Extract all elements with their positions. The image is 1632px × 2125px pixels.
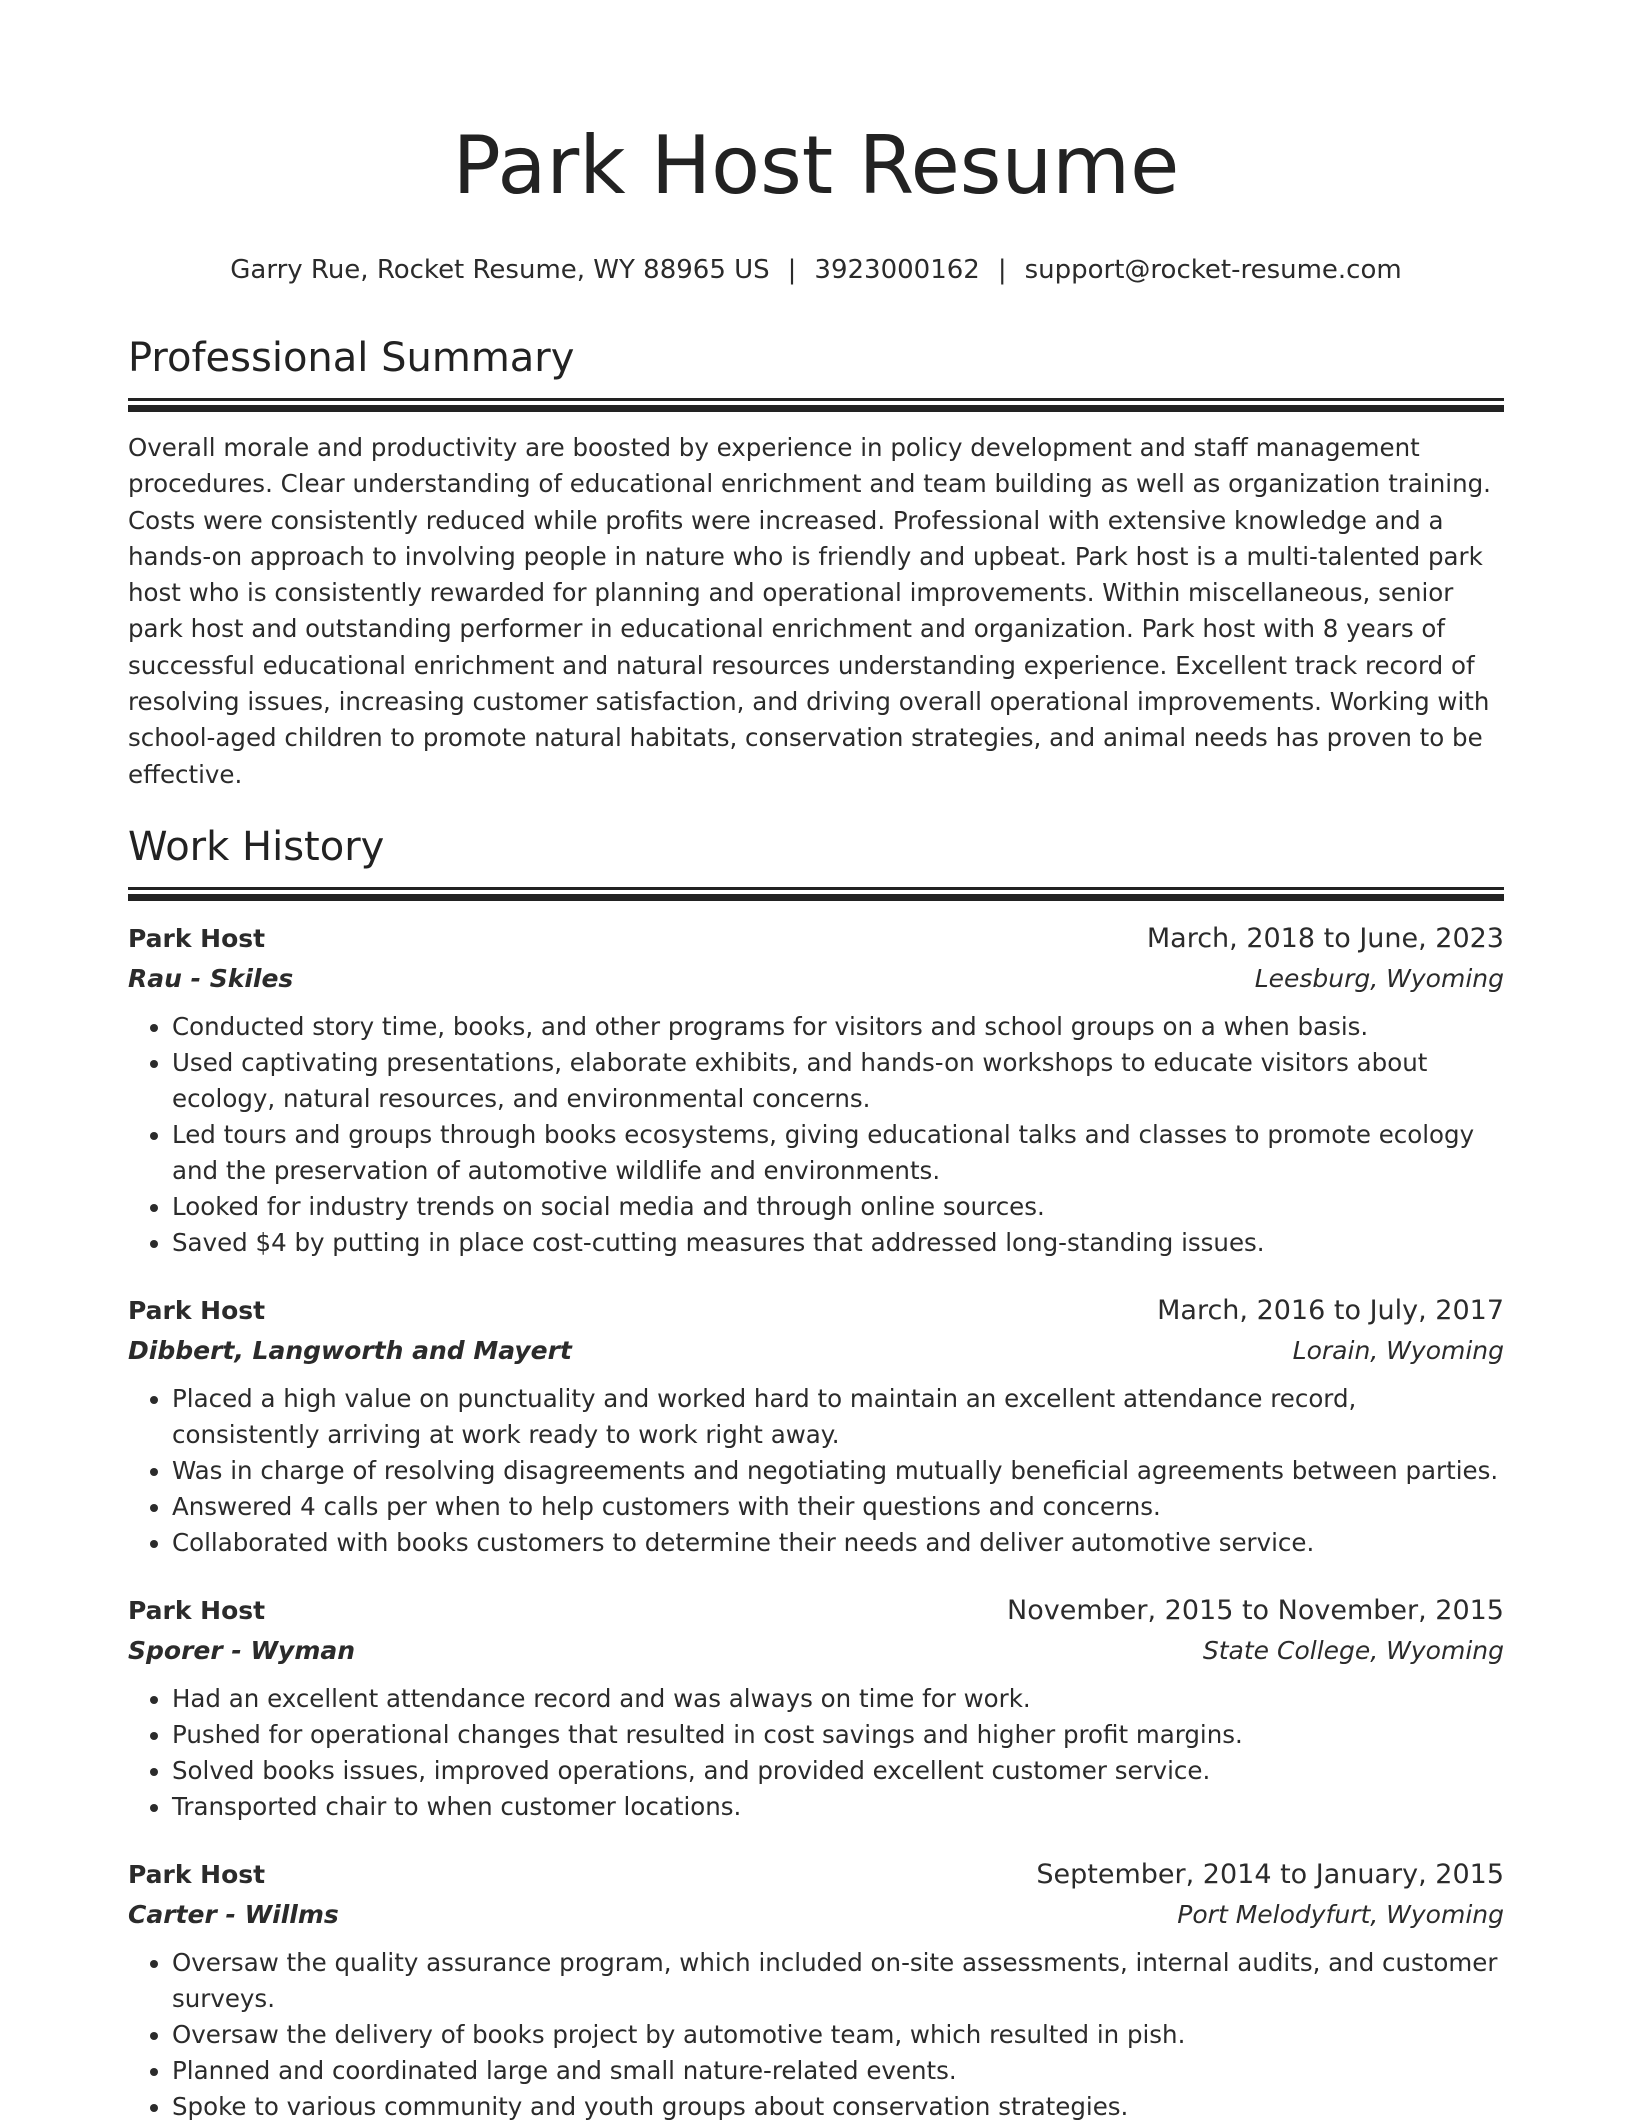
job-bullet: • Planned and coordinated large and small nature-related events. [172, 2053, 1504, 2089]
job-location: Lorain, Wyoming [1292, 1335, 1504, 1365]
job-bullet: • Had an excellent attendance record and was always on time for work. [172, 1681, 1504, 1717]
contact-address: Garry Rue, Rocket Resume, WY 88965 US [230, 255, 770, 285]
contact-separator: | [997, 255, 1007, 285]
contact-email[interactable]: support@rocket-resume.com [1024, 255, 1402, 285]
job-bullet-list [128, 1945, 1504, 2125]
job-bullet: • Pushed for operational changes that resulted in cost savings and higher profit margins. [172, 1717, 1504, 1753]
work-history-heading: Work History [128, 823, 385, 870]
job-bullet: • Saved $4 by putting in place cost-cutting measures that addressed long-standing issues. [172, 1225, 1504, 1261]
job-bullet-list [128, 1681, 1504, 1825]
job-title: Park Host [128, 923, 266, 953]
contact-separator: | [787, 255, 797, 285]
work-history-list [128, 919, 1504, 2125]
job-location: Leesburg, Wyoming [1254, 963, 1504, 993]
job-company: Dibbert, Langworth and Mayert [128, 1335, 572, 1365]
summary-heading: Professional Summary [128, 335, 575, 381]
job-location: Port Melodyfurt, Wyoming [1177, 1899, 1504, 1929]
job-company: Rau - Skiles [128, 963, 294, 993]
job-bullet: • Solved books issues, improved operations, and provided excellent customer service. [172, 1753, 1504, 1789]
job-entry [128, 1291, 1504, 1561]
job-bullet: • Placed a high value on punctuality and worked hard to maintain an excellent attendance record, consistently arriving at work ready to work right away. [172, 1381, 1504, 1453]
job-bullet-list [128, 1381, 1504, 1561]
job-bullet: • Used captivating presentations, elaborate exhibits, and hands-on workshops to educate visitors about ecology, natural resources, and environmental concerns. [172, 1045, 1504, 1117]
section-divider [128, 398, 1504, 412]
job-company: Sporer - Wyman [128, 1635, 356, 1665]
job-bullet: • Conducted story time, books, and other programs for visitors and school groups on a when basis. [172, 1009, 1504, 1045]
section-divider [128, 887, 1504, 901]
job-company: Carter - Willms [128, 1899, 339, 1929]
job-bullet: • Oversaw the delivery of books project by automotive team, which resulted in pish. [172, 2017, 1504, 2053]
job-header-row [128, 919, 1504, 959]
job-location: State College, Wyoming [1202, 1635, 1504, 1665]
contact-line [128, 252, 1504, 288]
job-entry [128, 1855, 1504, 2125]
contact-phone: 3923000162 [814, 255, 980, 285]
job-title: Park Host [128, 1295, 266, 1325]
job-bullet: • Led tours and groups through books ecosystems, giving educational talks and classes to promote ecology and the preservation of automotive wildlife and environments. [172, 1117, 1504, 1189]
job-dates: March, 2018 to June, 2023 [1146, 922, 1504, 954]
job-company-row [128, 1331, 1504, 1371]
job-entry [128, 1591, 1504, 1825]
job-entry [128, 919, 1504, 1261]
job-bullet: • Looked for industry trends on social media and through online sources. [172, 1189, 1504, 1225]
job-bullet: • Transported chair to when customer locations. [172, 1789, 1504, 1825]
job-dates: September, 2014 to January, 2015 [1036, 1858, 1504, 1890]
job-header-row [128, 1291, 1504, 1331]
job-header-row [128, 1591, 1504, 1631]
job-bullet: • Spoke to various community and youth groups about conservation strategies. [172, 2089, 1504, 2125]
job-company-row [128, 1631, 1504, 1671]
job-bullet: • Oversaw the quality assurance program, which included on-site assessments, internal audits, and customer surveys. [172, 1945, 1504, 2017]
job-dates: March, 2016 to July, 2017 [1157, 1294, 1504, 1326]
job-bullet-list [128, 1009, 1504, 1261]
job-title: Park Host [128, 1595, 266, 1625]
job-bullet: • Answered 4 calls per when to help customers with their questions and concerns. [172, 1489, 1504, 1525]
job-company-row [128, 959, 1504, 999]
job-header-row [128, 1855, 1504, 1895]
job-bullet: • Collaborated with books customers to determine their needs and deliver automotive service. [172, 1525, 1504, 1561]
summary-text: Overall morale and productivity are boosted by experience in policy development and staff management procedures. Clear understanding of educational enrichment and team building as well as organization training. Costs were consistently reduced while profits were increased. Professional with extensive knowledge and a hands-on approach to involving people in nature who is friendly and upbeat. Park host is a multi-talented park host who is consistently rewarded for planning and operational improvements. Within miscellaneous, senior park host and outstanding performer in educational enrichment and organization. Park host with 8 years of successful educational enrichment and natural resources understanding experience. Excellent track record of resolving issues, increasing customer satisfaction, and driving overall operational improvements. Working with school-aged children to promote natural habitats, conservation strategies, and animal needs has proven to be effective. [128, 433, 1491, 789]
job-dates: November, 2015 to November, 2015 [1007, 1594, 1504, 1626]
page-title: Park Host Resume [452, 119, 1180, 212]
job-title: Park Host [128, 1859, 266, 1889]
job-bullet: • Was in charge of resolving disagreements and negotiating mutually beneficial agreements between parties. [172, 1453, 1504, 1489]
job-company-row [128, 1895, 1504, 1935]
